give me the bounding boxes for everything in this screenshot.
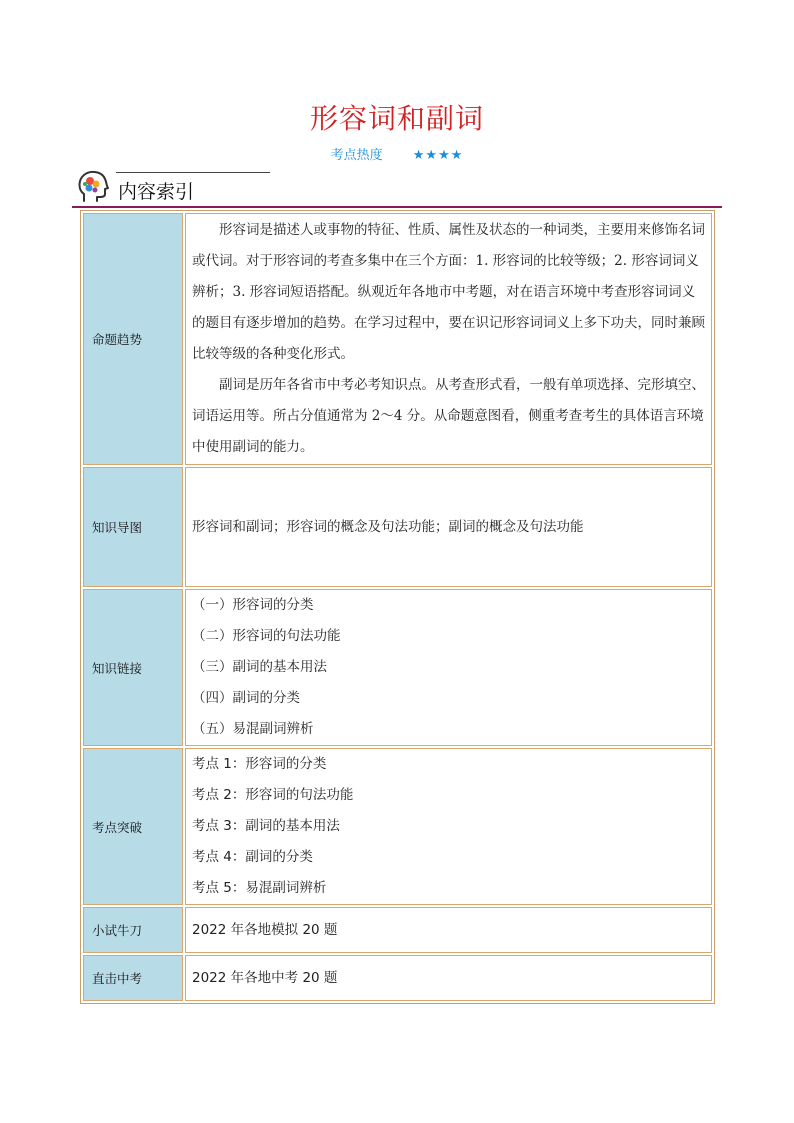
table-row (83, 467, 712, 587)
list-item: （一）形容词的分类 (192, 597, 314, 613)
list-item: 考点 3：副词的基本用法 (192, 818, 340, 834)
list-item: 考点 2：形容词的句法功能 (192, 787, 354, 803)
list-item: 考点 4：副词的分类 (192, 849, 313, 865)
mindmap-content: 形容词和副词；形容词的概念及句法功能；副词的概念及句法功能 (185, 467, 712, 587)
heading-bottom-rule (72, 206, 722, 208)
content-index-table (80, 210, 715, 1004)
list-item: 考点 1：形容词的分类 (192, 756, 327, 772)
row-label-trend: 命题趋势 (83, 213, 183, 465)
list-item: （三）副词的基本用法 (192, 659, 327, 675)
row-label-breakthrough: 考点突破 (83, 748, 183, 905)
table-row (83, 955, 712, 1001)
list-item: 考点 5：易混副词辨析 (192, 880, 327, 896)
exam-content: 2022 年各地中考 20 题 (185, 955, 712, 1001)
trend-paragraph-adjective: 形容词是描述人或事物的特征、性质、属性及状态的一种词类，主要用来修饰名词或代词。对于形容词的考查多集中在三个方面：1. 形容词的比较等级；2. 形容词词义辨析；3. 形容词短语搭配。纵观近年各地市中考题，对在语言环境中考查形容词词义的题目有逐步增加的趋势。在学习过程中，要在识记形容词词义上多下功夫，同时兼顾比较等级的各种变化形式。 (192, 222, 705, 362)
exam-heat (0, 144, 794, 163)
row-label-practice: 小试牛刀 (83, 907, 183, 953)
list-item: （四）副词的分类 (192, 690, 300, 706)
table-row (83, 748, 712, 905)
page-title: 形容词和副词 (309, 102, 484, 135)
head-brain-icon (74, 168, 112, 206)
breakthrough-content (185, 748, 712, 905)
trend-content (185, 213, 712, 465)
heat-label: 考点热度 (330, 148, 383, 163)
section-heading: 内容索引 (118, 181, 195, 203)
table-row (83, 907, 712, 953)
row-label-links: 知识链接 (83, 589, 183, 746)
heading-top-rule (116, 172, 270, 173)
links-content (185, 589, 712, 746)
row-label-exam: 直击中考 (83, 955, 183, 1001)
list-item: （二）形容词的句法功能 (192, 628, 341, 644)
section-header (72, 166, 722, 210)
table-row (83, 213, 712, 465)
table-row (83, 589, 712, 746)
heat-stars: ★★★★ (412, 148, 464, 163)
list-item: （五）易混副词辨析 (192, 721, 314, 737)
row-label-mindmap: 知识导图 (83, 467, 183, 587)
trend-paragraph-adverb: 副词是历年各省市中考必考知识点。从考查形式看，一般有单项选择、完形填空、词语运用等。所占分值通常为 2～4 分。从命题意图看，侧重考查考生的具体语言环境中使用副词的能力。 (192, 377, 705, 455)
practice-content: 2022 年各地模拟 20 题 (185, 907, 712, 953)
